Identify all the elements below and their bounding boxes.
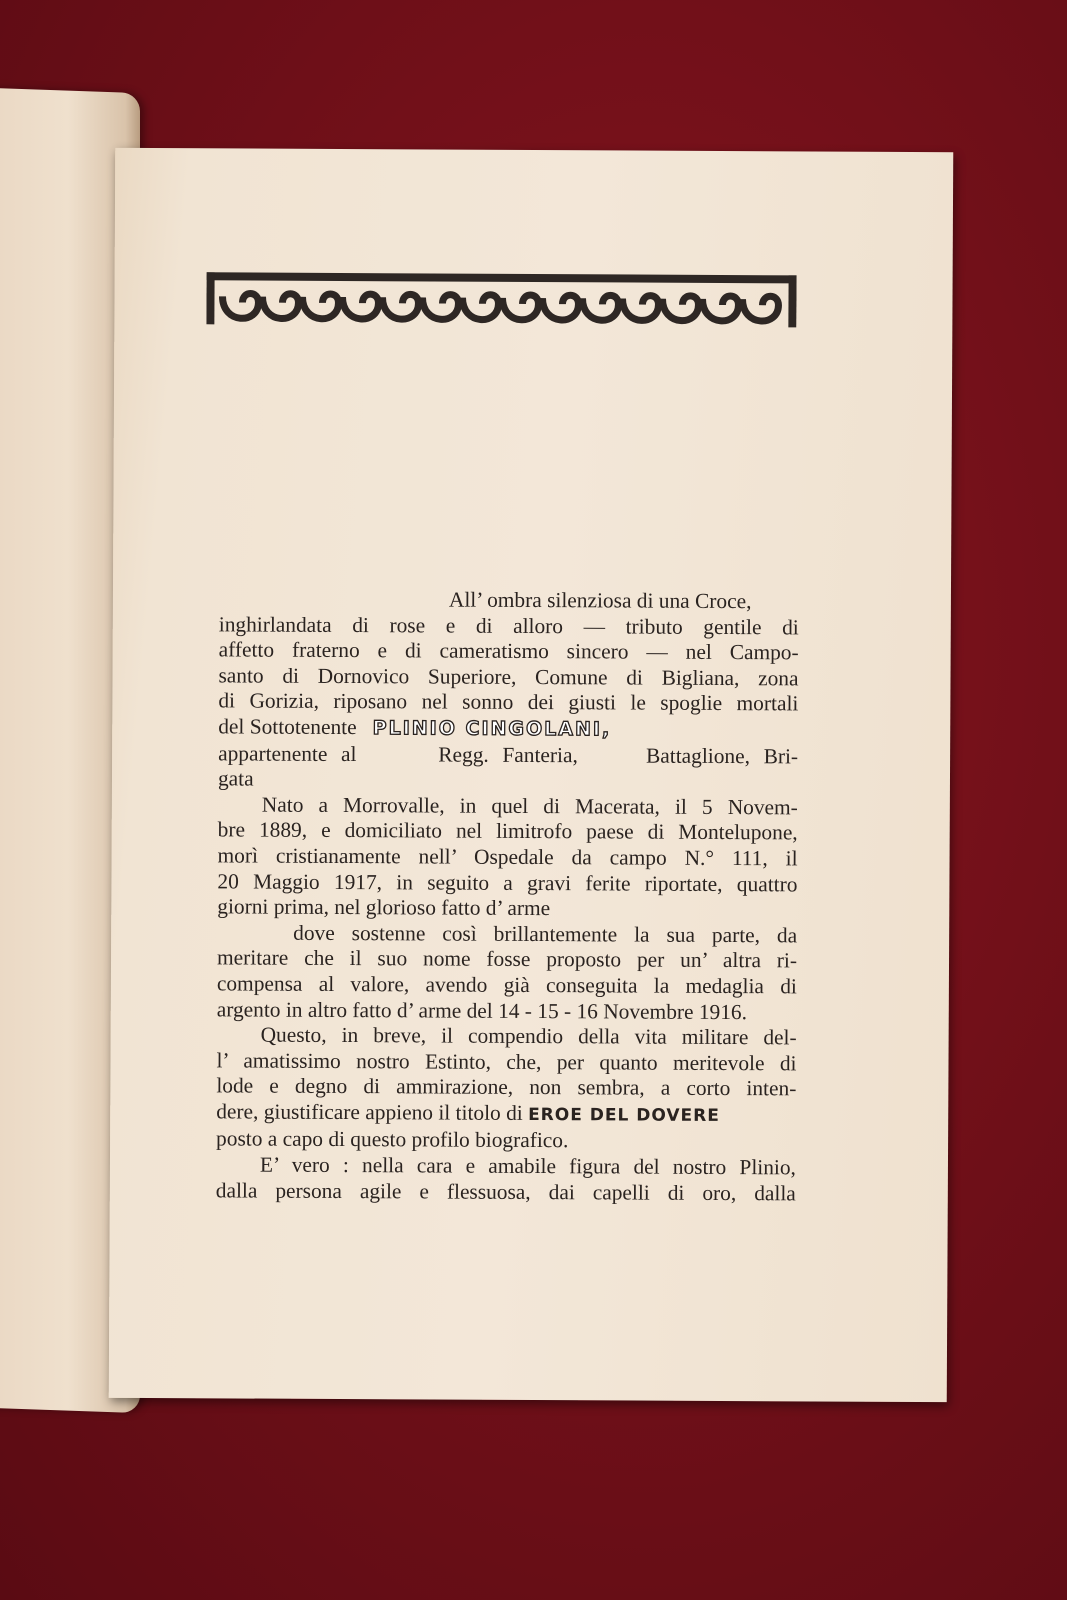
text-line: appartenente al Regg. Fanteria, Battaglione, Bri- (218, 740, 799, 768)
text-line: Questo, in breve, il compendio della vita militare del- (260, 1022, 797, 1050)
text-line: E’ vero : nella cara e amabile figura del nostro Plinio, (259, 1152, 797, 1180)
wave-ornament-segment (662, 296, 698, 321)
text-line: compensa al valore, avendo già conseguita la medaglia di (216, 971, 797, 999)
wave-ornament-segment (502, 295, 538, 320)
text-line: giorni prima, nel glorioso fatto d’ arme (217, 894, 551, 921)
text-fragment: dere, giustificare appieno il titolo di (216, 1099, 523, 1125)
text-line: santo di Dornovico Superiore, Comune di Bigliana, zona (218, 663, 799, 691)
wave-ornament-segment (702, 296, 738, 321)
text-line: lode e degno di ammirazione, non sembra, a corto inten- (216, 1073, 797, 1101)
title-phrase: EROE DEL DOVERE (528, 1104, 720, 1126)
wave-ornament-segment (622, 295, 658, 320)
text-line: gata (217, 766, 254, 791)
text-line: posto a capo di questo profilo biografico. (216, 1126, 569, 1153)
text-line: inghirlandata di rose e di alloro — tributo gentile di (218, 611, 799, 639)
text-line: di Gorizia, riposano nel sonno dei giusti le spoglie mortali (218, 688, 799, 716)
text-line: dove sostenne così brillantemente la sua parte, da (293, 920, 798, 948)
wave-ornament-segment (342, 294, 378, 319)
text-line (216, 1099, 796, 1130)
wave-ornament-segment (462, 295, 498, 320)
text-line: morì cristianamente nell’ Ospedale da campo N.° 111, il (217, 843, 798, 871)
wave-ornament-segment (582, 295, 618, 320)
wave-ornament-segment (382, 294, 418, 319)
text-line: meritare che il suo nome fosse proposto per un’ altra ri- (216, 945, 798, 973)
text-line: 20 Maggio 1917, in seguito a gravi ferite riportate, quattro (217, 868, 798, 896)
wave-ornament-segment (302, 294, 338, 319)
text-line: l’ amatissimo nostro Estinto, che, per quanto meritevole di (216, 1048, 797, 1076)
text-line: argento in altro fatto d’ arme del 14 - 15 - 16 Novembre 1916. (216, 996, 748, 1024)
text-line: All’ ombra silenziosa di una Croce, (448, 587, 752, 614)
body-text (216, 586, 799, 1206)
deceased-name: PLINIO CINGOLANI, (372, 717, 612, 741)
text-line (218, 714, 798, 744)
wave-ornament-segment (422, 294, 458, 319)
wave-ornament-segment (262, 294, 298, 319)
wave-ornament-segment (542, 295, 578, 320)
text-line: dalla persona agile e flessuosa, dai capelli di oro, dalla (215, 1178, 796, 1206)
decorative-border-ornament (206, 266, 796, 331)
wave-ornament-segment (222, 293, 258, 318)
text-line: Nato a Morrovalle, in quel di Macerata, il 5 Novem- (261, 792, 798, 820)
booklet-page (109, 148, 954, 1402)
wave-ornament-segment (742, 296, 778, 321)
text-fragment: del Sottotenente (218, 714, 357, 740)
text-line: bre 1889, e domiciliato nel limitrofo paese di Montelupone, (217, 817, 798, 845)
text-line: affetto fraterno e di cameratismo sincero — nel Campo- (218, 637, 799, 665)
